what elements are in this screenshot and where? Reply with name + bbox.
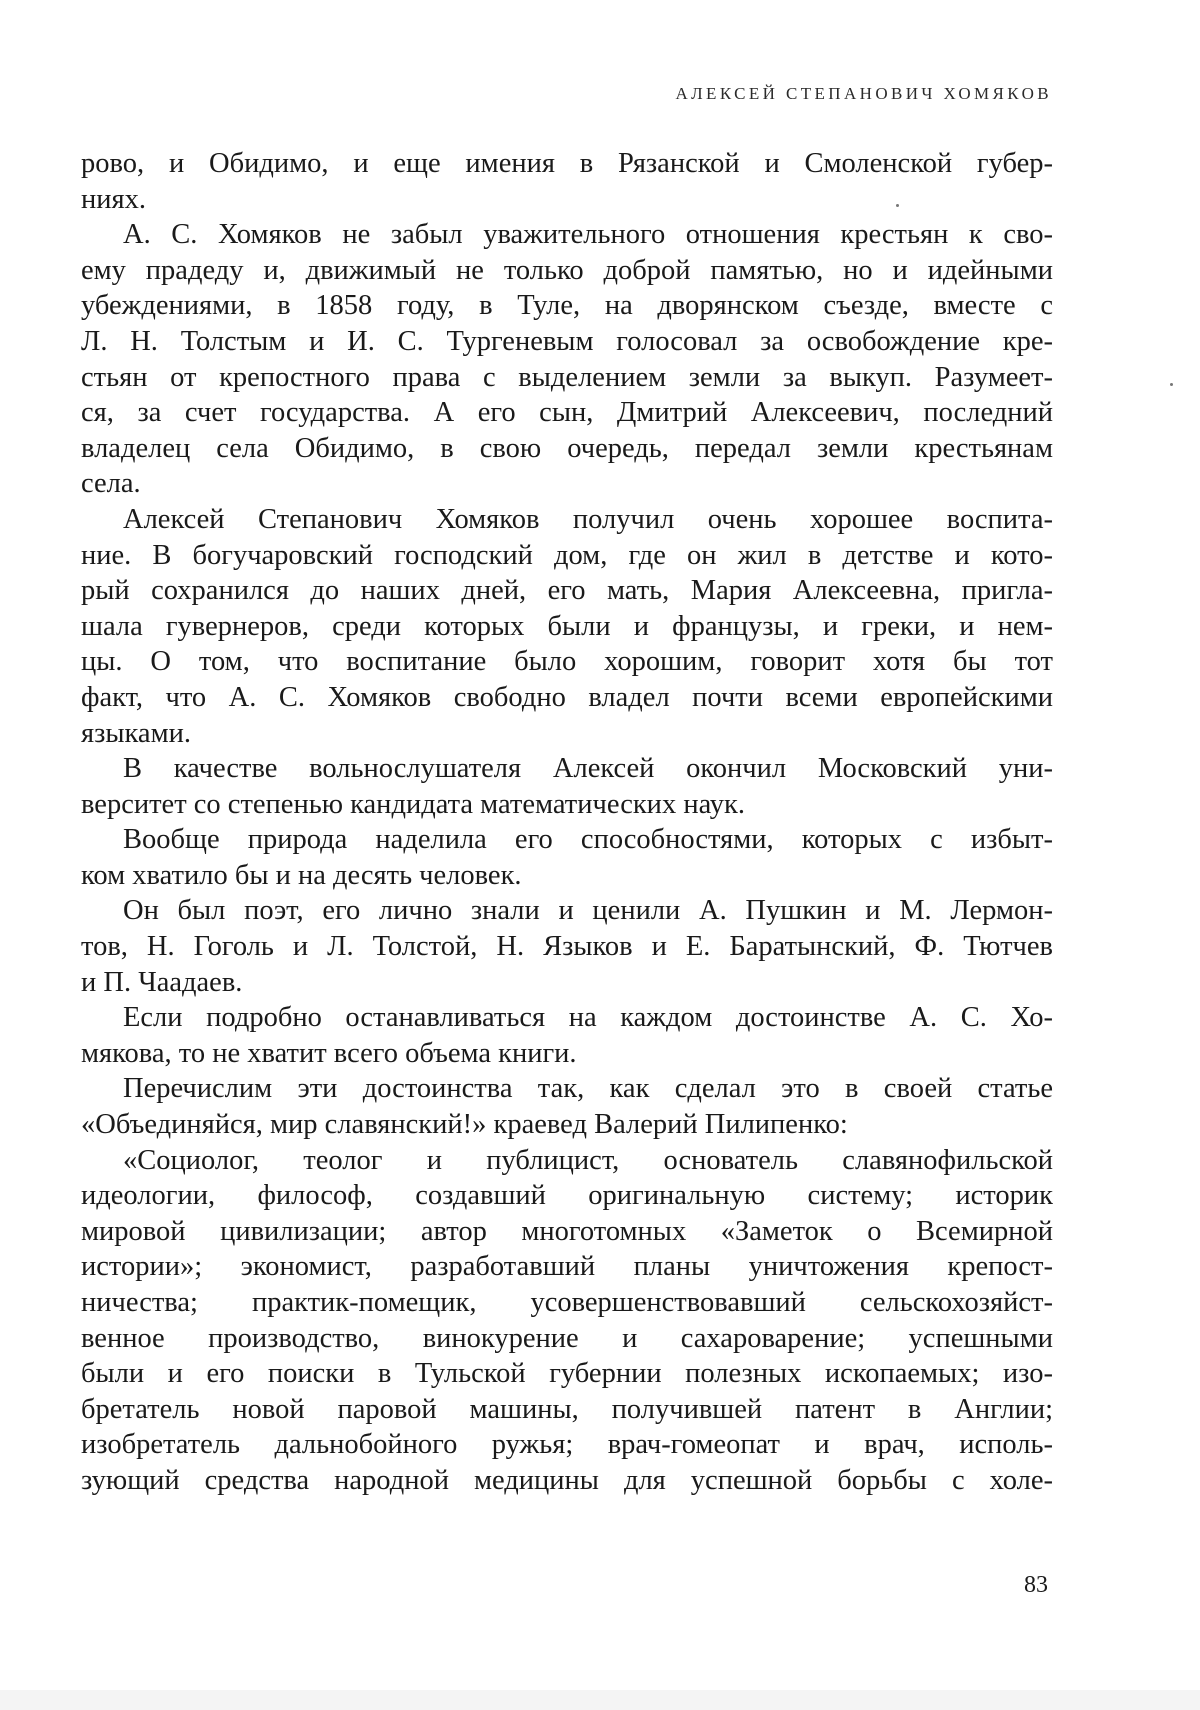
text-line: «Социолог, теолог и публицист, основатель славянофильской [123,1144,1053,1176]
text-line: венное производство, винокурение и сахароварение; успешными [81,1322,1053,1354]
text-line: владелец села Обидимо, в свою очередь, передал земли крестьянам [81,432,1053,464]
text-line: Он был поэт, его лично знали и ценили А. Пушкин и М. Лермон- [123,895,1053,927]
text-line: убеждениями, в 1858 году, в Туле, на дворянском съезде, вместе с [81,290,1053,322]
text-line: цы. О том, что воспитание было хорошим, говорит хотя бы тот [81,646,1053,678]
scan-speck [1170,383,1173,386]
text-line: мякова, то не хватит всего объема книги. [81,1037,577,1069]
text-line: истории»; экономист, разработавший планы уничтожения крепост- [81,1251,1053,1283]
scan-edge [0,1690,1200,1710]
text-line: зующий средства народной медицины для успешной борьбы с холе- [81,1464,1053,1496]
body-text [81,146,1053,1499]
text-line: изобретатель дальнобойного ружья; врач-гомеопат и врач, исполь- [81,1429,1053,1461]
text-line: верситет со степенью кандидата математических наук. [81,788,745,820]
text-line: были и его поиски в Тульской губернии полезных ископаемых; изо- [81,1358,1053,1390]
text-line: и П. Чаадаев. [81,966,243,998]
text-line: села. [81,468,141,500]
text-line: Если подробно останавливаться на каждом достоинстве А. С. Хо- [123,1002,1053,1034]
text-line: ние. В богучаровский господский дом, где он жил в детстве и кото- [81,539,1053,571]
text-line: Перечислим эти достоинства так, как сделал это в своей статье [123,1073,1053,1105]
text-line: бретатель новой паровой машины, получившей патент в Англии; [81,1393,1053,1425]
text-line: ничества; практик-помещик, усовершенствовавший сельскохозяйст- [81,1287,1053,1318]
text-line: ся, за счет государства. А его сын, Дмитрий Алексеевич, последний [81,397,1053,429]
running-head: АЛЕКСЕЙ СТЕПАНОВИЧ ХОМЯКОВ [675,84,1052,103]
text-line: ком хватило бы и на десять человек. [81,859,522,891]
text-line: факт, что А. С. Хомяков свободно владел почти всеми европейскими [81,681,1053,713]
text-line: Л. Н. Толстым и И. С. Тургеневым голосовал за освобождение кре- [81,325,1053,357]
text-line: языками. [81,717,191,749]
text-line: идеологии, философ, создавший оригинальную систему; историк [81,1180,1053,1212]
text-line: ему прадеду и, движимый не только доброй памятью, но и идейными [81,254,1053,286]
text-line: тов, Н. Гоголь и Л. Толстой, Н. Языков и Е. Баратынский, Ф. Тютчев [81,931,1053,963]
text-line: Вообще природа наделила его способностями, которых с избыт- [123,824,1053,856]
text-line: В качестве вольнослушателя Алексей окончил Московский уни- [123,753,1053,785]
text-line: Алексей Степанович Хомяков получил очень хорошее воспита- [123,503,1053,535]
text-line: мировой цивилизации; автор многотомных «Заметок о Всемирной [81,1215,1053,1247]
text-line: рово, и Обидимо, и еще имения в Рязанской и Смоленской губер- [81,148,1053,179]
text-line: стьян от крепостного права с выделением земли за выкуп. Разумеет- [81,361,1053,393]
text-line: ниях. [81,183,146,215]
scan-speck [896,204,899,207]
text-line: «Объединяйся, мир славянский!» краевед Валерий Пилипенко: [81,1109,848,1141]
text-line: А. С. Хомяков не забыл уважительного отношения крестьян к сво- [123,219,1053,251]
text-line: шала гувернеров, среди которых были и французы, и греки, и нем- [81,610,1053,642]
page-number: 83 [1024,1572,1048,1598]
text-line: рый сохранился до наших дней, его мать, Мария Алексеевна, пригла- [81,575,1053,607]
